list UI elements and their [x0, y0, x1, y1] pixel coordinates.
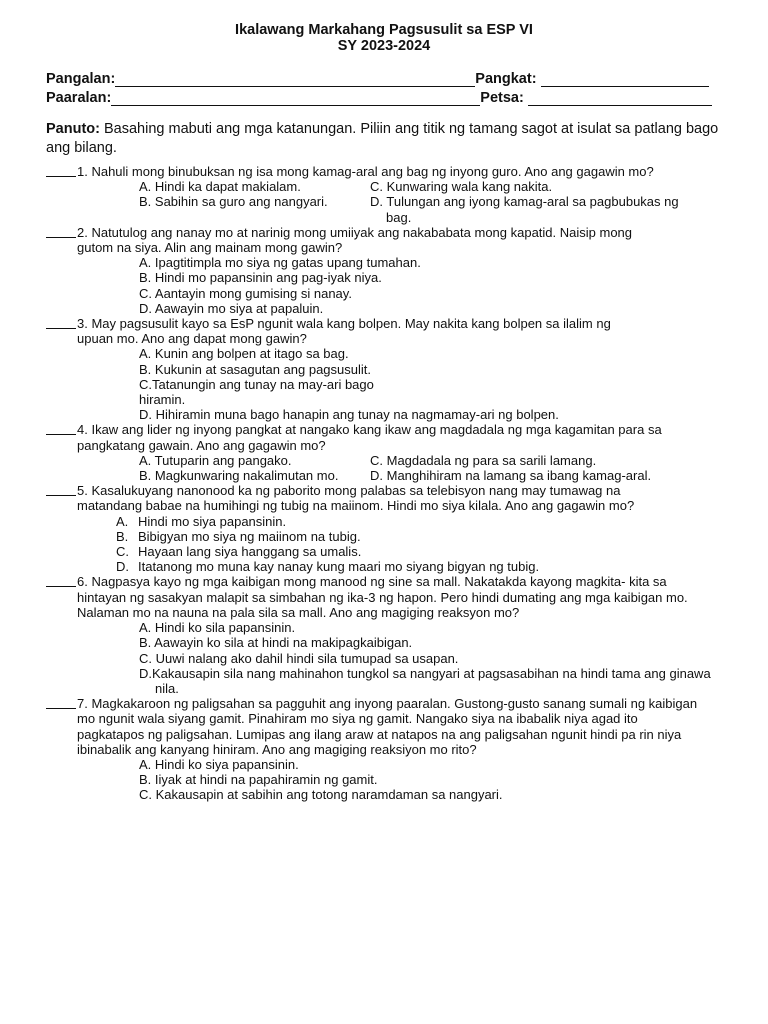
option-4a[interactable]: A. Tutuparin ang pangako.	[139, 452, 292, 468]
instructions-text: Basahing mabuti ang mga katanungan. Piliin ang titik ng tamang sagot at isulat sa patlang bago ang bilang.	[46, 121, 719, 156]
question-6-options	[46, 620, 722, 696]
info-fields	[46, 68, 722, 106]
question-5-stem: 5. Kasalukuyang nanonood ka ng paborito mong palabas sa telebisyon nang may tumawag na matandang babae na humihingi ng tubig na maiinom. Hindi mo siya kilala. Ano ang gagawin mo?	[77, 483, 635, 514]
question-3-stem: 3. May pagsusulit kayo sa EsP ngunit wala kang bolpen. May nakita kang bolpen sa ilalim ng upuan mo. Ano ang dapat mong gawin?	[77, 316, 611, 347]
question-2	[46, 225, 722, 316]
option-3b[interactable]: B. Kukunin at sasagutan ang pagsusulit.	[139, 361, 371, 377]
option-1b[interactable]: B. Sabihin sa guro ang nangyari.	[139, 194, 328, 210]
option-2c[interactable]: C. Aantayin mong gumising si nanay.	[139, 285, 352, 301]
option-5d-text: Itatanong mo muna kay nanay kung maari mo siyang bigyan ng tubig.	[138, 559, 540, 575]
option-5a-letter: A.	[116, 513, 129, 529]
pangalan-label: Pangalan:	[46, 71, 116, 87]
question-4-options	[46, 453, 722, 483]
answer-blank-5[interactable]	[46, 483, 76, 496]
question-3-options	[46, 346, 722, 422]
petsa-line[interactable]	[528, 91, 712, 106]
field-row-1	[46, 68, 722, 87]
option-5c[interactable]	[116, 544, 722, 559]
option-6c[interactable]: C. Uuwi nalang ako dahil hindi sila tumupad sa usapan.	[139, 650, 459, 666]
option-5c-letter: C.	[116, 544, 129, 560]
field-row-2	[46, 87, 722, 106]
option-5b-text: Bibigyan mo siya ng maiinom na tubig.	[138, 528, 361, 544]
option-1d[interactable]: D. Tulungan ang iyong kamag-aral sa pagbubukas ng bag.	[370, 194, 679, 225]
question-7-stem: 7. Magkakaroon ng paligsahan sa pagguhit ang inyong paaralan. Gustong-gusto sanang sumali ng kaibigan mo ngunit wala siyang gamit. Pinahiram mo siya ng gamit. Nangako siya na ibabalik niya agad ito pagkatapos ng paligsahan. Lumipas ang ilang araw at natapos na ang paligsahan ngunit hindi pa rin niya ibinabalik ang kanyang hiniram. Ano ang magiging reaksiyon mo rito?	[77, 696, 698, 757]
option-4b[interactable]: B. Magkunwaring nakalimutan mo.	[139, 468, 339, 484]
option-7c[interactable]: C. Kakausapin at sabihin ang totong naramdaman sa nangyari.	[139, 787, 503, 803]
paaralan-label: Paaralan:	[46, 90, 112, 106]
paaralan-line[interactable]	[111, 91, 480, 106]
answer-blank-2[interactable]	[46, 225, 76, 238]
question-4-stem: 4. Ikaw ang lider ng inyong pangkat at nangako kang ikaw ang magdadala ng mga kagamitan para sa pangkatang gawain. Ano ang gagawin mo?	[77, 422, 662, 453]
answer-blank-4[interactable]	[46, 422, 76, 435]
exam-title	[46, 22, 722, 54]
question-4	[46, 422, 722, 483]
option-5d[interactable]	[116, 559, 722, 574]
answer-blank-1[interactable]	[46, 164, 76, 177]
option-7a[interactable]: A. Hindi ko siya papansinin.	[139, 756, 299, 772]
instructions	[46, 120, 722, 158]
question-6	[46, 574, 722, 696]
option-3d[interactable]: D. Hihiramin muna bago hanapin ang tunay na nagmamay-ari ng bolpen.	[139, 407, 559, 423]
option-2b[interactable]: B. Hindi mo papansinin ang pag-iyak niya.	[139, 270, 382, 286]
option-2a[interactable]: A. Ipagtitimpla mo siya ng gatas upang tumahan.	[139, 255, 421, 271]
question-1-stem: 1. Nahuli mong binubuksan ng isa mong kamag-aral ang bag ng inyong guro. Ano ang gagawin mo?	[77, 164, 654, 179]
option-5d-letter: D.	[116, 559, 129, 575]
question-3	[46, 316, 722, 422]
option-3a[interactable]: A. Kunin ang bolpen at itago sa bag.	[139, 346, 349, 362]
option-6b[interactable]: B. Aawayin ko sila at hindi na makipagkaibigan.	[139, 635, 413, 651]
answer-blank-6[interactable]	[46, 574, 76, 587]
option-5c-text: Hayaan lang siya hanggang sa umalis.	[138, 544, 362, 560]
option-7b[interactable]: B. Iiyak at hindi na papahiramin ng gamit.	[139, 772, 378, 788]
option-5b-letter: B.	[116, 528, 129, 544]
question-7	[46, 696, 722, 802]
question-6-stem: 6. Nagpasya kayo ng mga kaibigan mong manood ng sine sa mall. Nakatakda kayong magkita- kita sa hintayan ng sasakyan malapit sa simbahan ng ika-3 ng hapon. Pero hindi dumating ang mga kaibigan mo. Nalaman mo na nauna na pala sila sa mall. Ano ang magiging reaksyon mo?	[77, 574, 688, 620]
pangkat-label: Pangkat:	[475, 71, 537, 87]
instructions-label: Panuto:	[46, 121, 100, 137]
question-2-stem: 2. Natutulog ang nanay mo at narinig mong umiiyak ang nakababata mong kapatid. Naisip mong gutom na siya. Alin ang mainam mong gawin?	[77, 224, 633, 256]
title-line-2: SY 2023-2024	[337, 38, 431, 54]
pangalan-line[interactable]	[115, 72, 475, 87]
option-6a[interactable]: A. Hindi ko sila papansinin.	[139, 620, 296, 636]
question-2-options	[46, 255, 722, 316]
option-4d[interactable]: D. Manghihiram na lamang sa ibang kamag-aral.	[370, 468, 652, 484]
question-5-options	[46, 514, 722, 575]
option-1c[interactable]: C. Kunwaring wala kang nakita.	[370, 179, 553, 195]
petsa-label: Petsa:	[480, 90, 524, 106]
option-3c[interactable]: C.Tatanungin ang tunay na may-ari bago	[139, 376, 374, 392]
answer-blank-3[interactable]	[46, 316, 76, 329]
question-list	[46, 164, 722, 803]
option-4c[interactable]: C. Magdadala ng para sa sarili lamang.	[370, 452, 597, 468]
question-1-options	[46, 179, 722, 225]
option-5b[interactable]	[116, 529, 722, 544]
title-line-1: Ikalawang Markahang Pagsusulit sa ESP VI	[235, 22, 533, 38]
option-6d[interactable]: D.Kakausapin sila nang mahinahon tungkol sa nangyari at pagsasabihan na hindi tama ang ginawa nila.	[139, 665, 711, 696]
option-2d[interactable]: D. Aawayin mo siya at papaluin.	[139, 300, 324, 316]
question-7-options	[46, 757, 722, 803]
answer-blank-7[interactable]	[46, 696, 76, 709]
option-3c-cont: hiramin.	[139, 392, 186, 408]
pangkat-line[interactable]	[541, 72, 709, 87]
option-5a[interactable]	[116, 514, 722, 529]
option-1a[interactable]: A. Hindi ka dapat makialam.	[139, 179, 301, 195]
option-5a-text: Hindi mo siya papansinin.	[138, 513, 287, 529]
question-1	[46, 164, 722, 225]
question-5	[46, 483, 722, 574]
